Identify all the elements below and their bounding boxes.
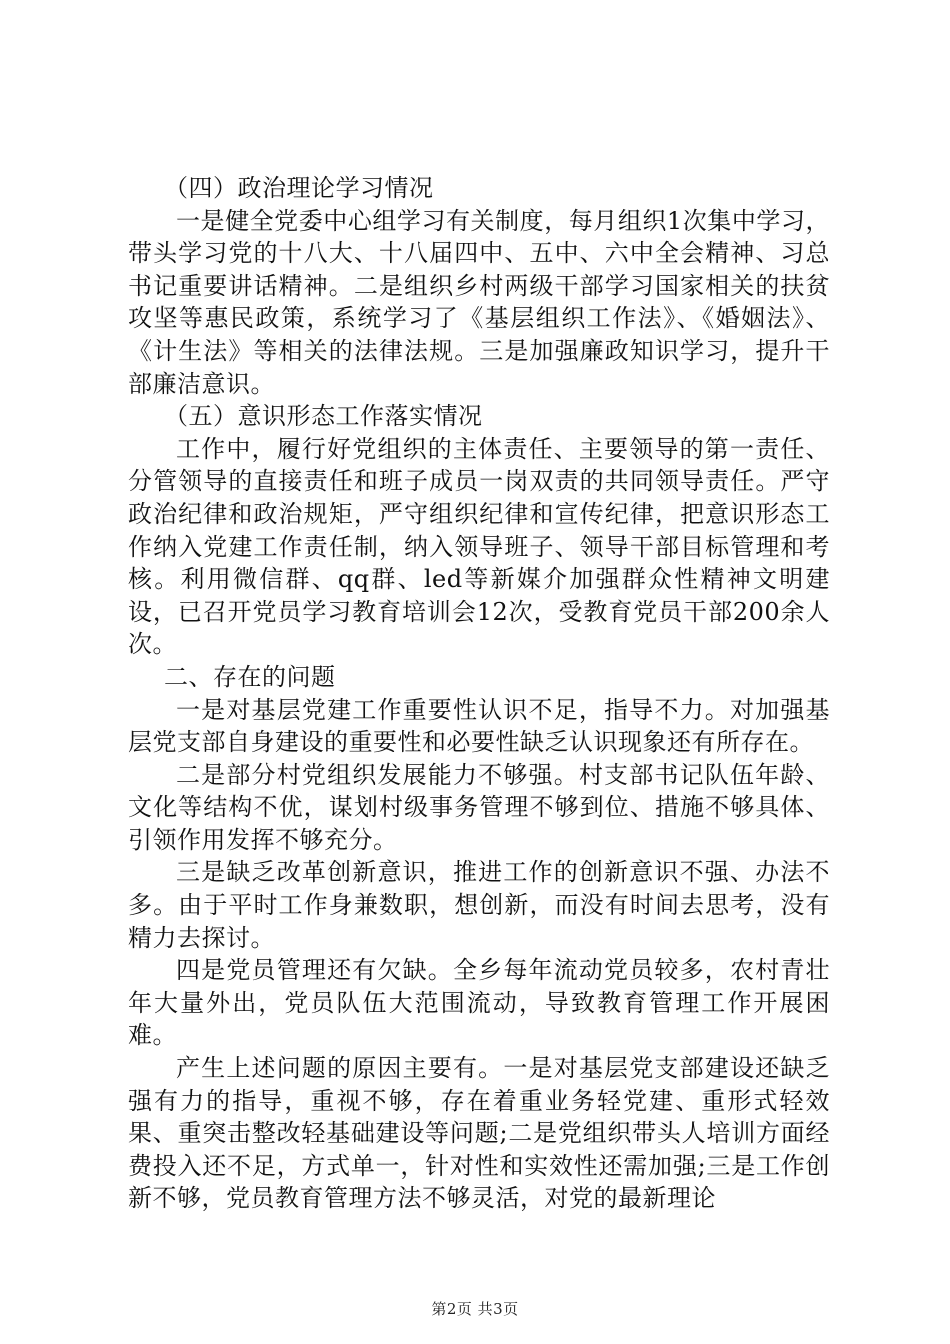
paragraph-problem-2: 二是部分村党组织发展能力不够强。村支部书记队伍年龄、文化等结构不优，谋划村级事务管理不够到位、措施不够具体、引领作用发挥不够充分。 xyxy=(128,760,830,854)
paragraph-political-study: 一是健全党委中心组学习有关制度，每月组织1次集中学习，带头学习党的十八大、十八届四中、五中、六中全会精神、习总书记重要讲话精神。二是组织乡村两级干部学习国家相关的扶贫攻坚等惠民政策，系统学习了《基层组织工作法》、《婚姻法》、《计生法》等相关的法律法规。三是加强廉政知识学习，提升干部廉洁意识。 xyxy=(128,206,830,398)
paragraph-problem-1: 一是对基层党建工作重要性认识不足，指导不力。对加强基层党支部自身建设的重要性和必要性缺乏认识现象还有所存在。 xyxy=(128,695,830,757)
section-heading-ideology: （五）意识形态工作落实情况 xyxy=(164,402,483,431)
paragraph-ideology: 工作中，履行好党组织的主体责任、主要领导的第一责任、分管领导的直接责任和班子成员一岗双责的共同领导责任。严守政治纪律和政治规矩，严守组织纪律和宣传纪律，把意识形态工作纳入党建工作责任制，纳入领导班子、领导干部目标管理和考核。利用微信群、qq群、led等新媒介加强群众性精神文明建设，已召开党员学习教育培训会12次，受教育党员干部200余人次。 xyxy=(128,434,830,659)
paragraph-problem-4: 四是党员管理还有欠缺。全乡每年流动党员较多，农村青壮年大量外出，党员队伍大范围流动，导致教育管理工作开展困难。 xyxy=(128,956,830,1050)
paragraph-problem-3: 三是缺乏改革创新意识，推进工作的创新意识不强、办法不多。由于平时工作身兼数职，想创新，而没有时间去思考，没有精力去探讨。 xyxy=(128,858,830,952)
document-body xyxy=(128,172,830,1215)
section-heading-problems: 二、存在的问题 xyxy=(164,662,336,691)
paragraph-causes: 产生上述问题的原因主要有。一是对基层党支部建设还缺乏强有力的指导，重视不够，存在着重业务轻党建、重形式轻效果、重突击整改轻基础建设等问题;二是党组织带头人培训方面经费投入还不足，方式单一，针对性和实效性还需加强;三是工作创新不够，党员教育管理方法不够灵活，对党的最新理论 xyxy=(128,1054,830,1213)
section-heading-political-study: （四）政治理论学习情况 xyxy=(164,174,434,202)
page-footer xyxy=(0,1298,950,1319)
page-number-label: 第2页 共3页 xyxy=(431,1300,519,1318)
